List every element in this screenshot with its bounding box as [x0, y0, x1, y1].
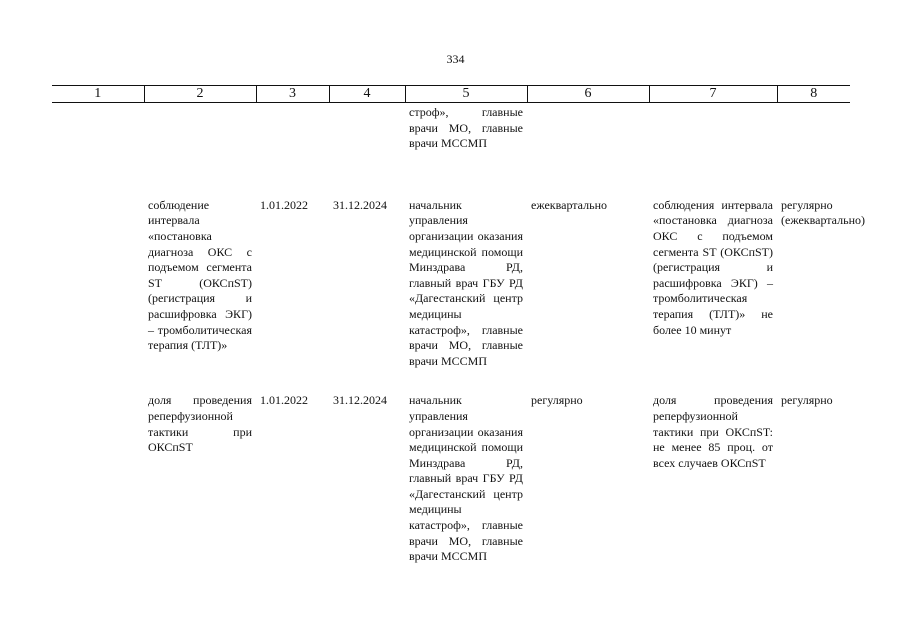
- col-header-4: 4: [329, 86, 405, 103]
- continuation-row: [52, 103, 850, 152]
- cell-end-date: 31.12.2024: [333, 197, 387, 212]
- plan-table: [52, 85, 865, 565]
- cell-responsible: начальник управления организации оказания медицинской помощи Минздрава РД, главный врач ГБУ РД «Дагестанский центр медицины катастроф», главные врачи МО, главные врачи МССМП: [409, 197, 523, 368]
- table-row: [52, 393, 850, 565]
- cell-responsible: начальник управления организации оказания медицинской помощи Минздрава РД, главный врач ГБУ РД «Дагестанский центр медицины катастроф», главные врачи МО, главные врачи МССМП: [409, 393, 523, 564]
- continuation-responsible: строф», главные врачи МО, главные врачи МССМП: [409, 105, 523, 151]
- cell-regularity: регулярно: [781, 393, 833, 408]
- cell-indicator: доля проведения реперфузионной тактики при ОКСпST: [148, 393, 252, 455]
- cell-frequency: регулярно: [531, 393, 583, 408]
- cell-target: доля проведения реперфузионной тактики при ОКСпST: не менее 85 проц. от всех случаев ОКСпST: [653, 393, 773, 470]
- cell-number: [52, 198, 144, 370]
- col-header-5: 5: [405, 86, 527, 103]
- cell-indicator: соблюдение интервала «постановка диагноза ОКС с подъемом сегмента ST (ОКСпST) (регистрация и расшифровка ЭКГ) – тромболитическая терапия (ТЛТ)»: [148, 197, 252, 353]
- table-row: [52, 198, 850, 370]
- row-spacer: [52, 369, 850, 393]
- col-header-1: 1: [52, 86, 144, 103]
- col-header-8: 8: [777, 86, 850, 103]
- col-header-6: 6: [527, 86, 649, 103]
- cell-end-date: 31.12.2024: [333, 393, 387, 408]
- page-number: 334: [446, 52, 465, 66]
- cell-start-date: 1.01.2022: [260, 197, 308, 212]
- cell-number: [52, 393, 144, 565]
- cell-regularity: регулярно (ежеквартально): [781, 197, 865, 228]
- cell-start-date: 1.01.2022: [260, 393, 308, 408]
- row-spacer: [52, 152, 850, 198]
- header-row: [52, 86, 850, 103]
- cell-frequency: ежеквартально: [531, 197, 607, 212]
- cell-target: соблюдения интервала «постановка диагноза ОКС с подъемом сегмента ST (ОКСпST) (регистрация и расшифровка ЭКГ) – тромболитическая терапия (ТЛТ)» не более 10 минут: [653, 197, 773, 337]
- col-header-3: 3: [256, 86, 329, 103]
- col-header-7: 7: [649, 86, 777, 103]
- col-header-2: 2: [144, 86, 256, 103]
